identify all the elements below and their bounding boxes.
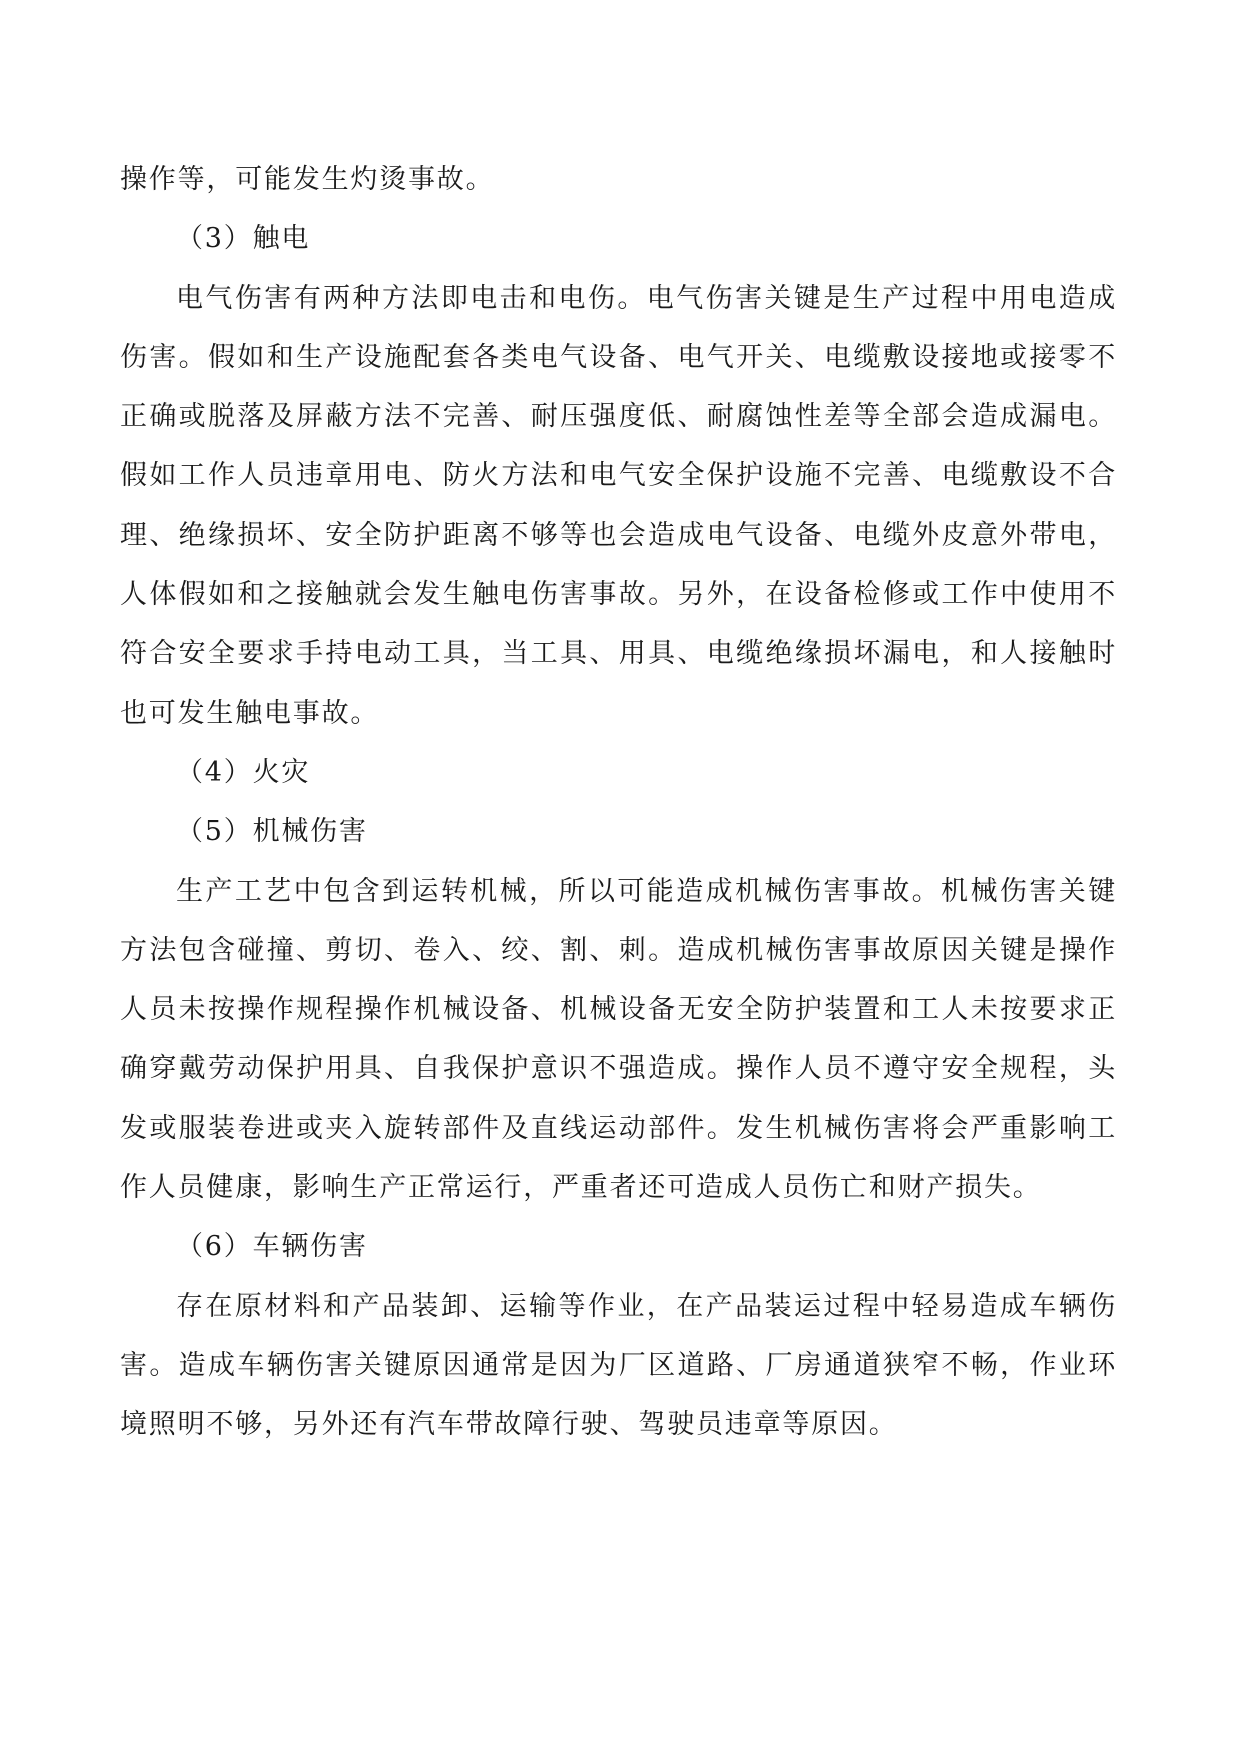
section-heading-vehicle-injury: （6）车辆伤害 bbox=[176, 1231, 368, 1263]
paragraph-vehicle-injury: 存在原材料和产品装卸、运输等作业，在产品装运过程中轻易造成车辆伤害。造成车辆伤害关键原因通常是因为厂区道路、厂房通道狭窄不畅，作业环境照明不够，另外还有汽车带故障行驶、驾驶员违章等原因。 bbox=[120, 1290, 1117, 1441]
paragraph-mechanical-injury: 生产工艺中包含到运转机械，所以可能造成机械伤害事故。机械伤害关键方法包含碰撞、剪切、卷入、绞、割、刺。造成机械伤害事故原因关键是操作人员未按操作规程操作机械设备、机械设备无安全防护装置和工人未按要求正确穿戴劳动保护用具、自我保护意识不强造成。操作人员不遵守安全规程，头发或服装卷进或夹入旋转部件及直线运动部件。发生机械伤害将会严重影响工作人员健康，影响生产正常运行，严重者还可造成人员伤亡和财产损失。 bbox=[120, 875, 1117, 1204]
section-heading-electric-shock: （3）触电 bbox=[176, 223, 311, 255]
section-heading-fire: （4）火灾 bbox=[176, 756, 311, 788]
paragraph-continuation: 操作等，可能发生灼烫事故。 bbox=[120, 164, 495, 195]
text-column bbox=[120, 150, 1117, 1455]
paragraph-electric-shock: 电气伤害有两种方法即电击和电伤。电气伤害关键是生产过程中用电造成伤害。假如和生产设施配套各类电气设备、电气开关、电缆敷设接地或接零不正确或脱落及屏蔽方法不完善、耐压强度低、耐腐蚀性差等全部会造成漏电。假如工作人员违章用电、防火方法和电气安全保护设施不完善、电缆敷设不合理、绝缘损坏、安全防护距离不够等也会造成电气设备、电缆外皮意外带电，人体假如和之接触就会发生触电伤害事故。另外，在设备检修或工作中使用不符合安全要求手持电动工具，当工具、用具、电缆绝缘损坏漏电，和人接触时也可发生触电事故。 bbox=[120, 282, 1117, 729]
section-heading-mechanical-injury: （5）机械伤害 bbox=[176, 816, 368, 848]
